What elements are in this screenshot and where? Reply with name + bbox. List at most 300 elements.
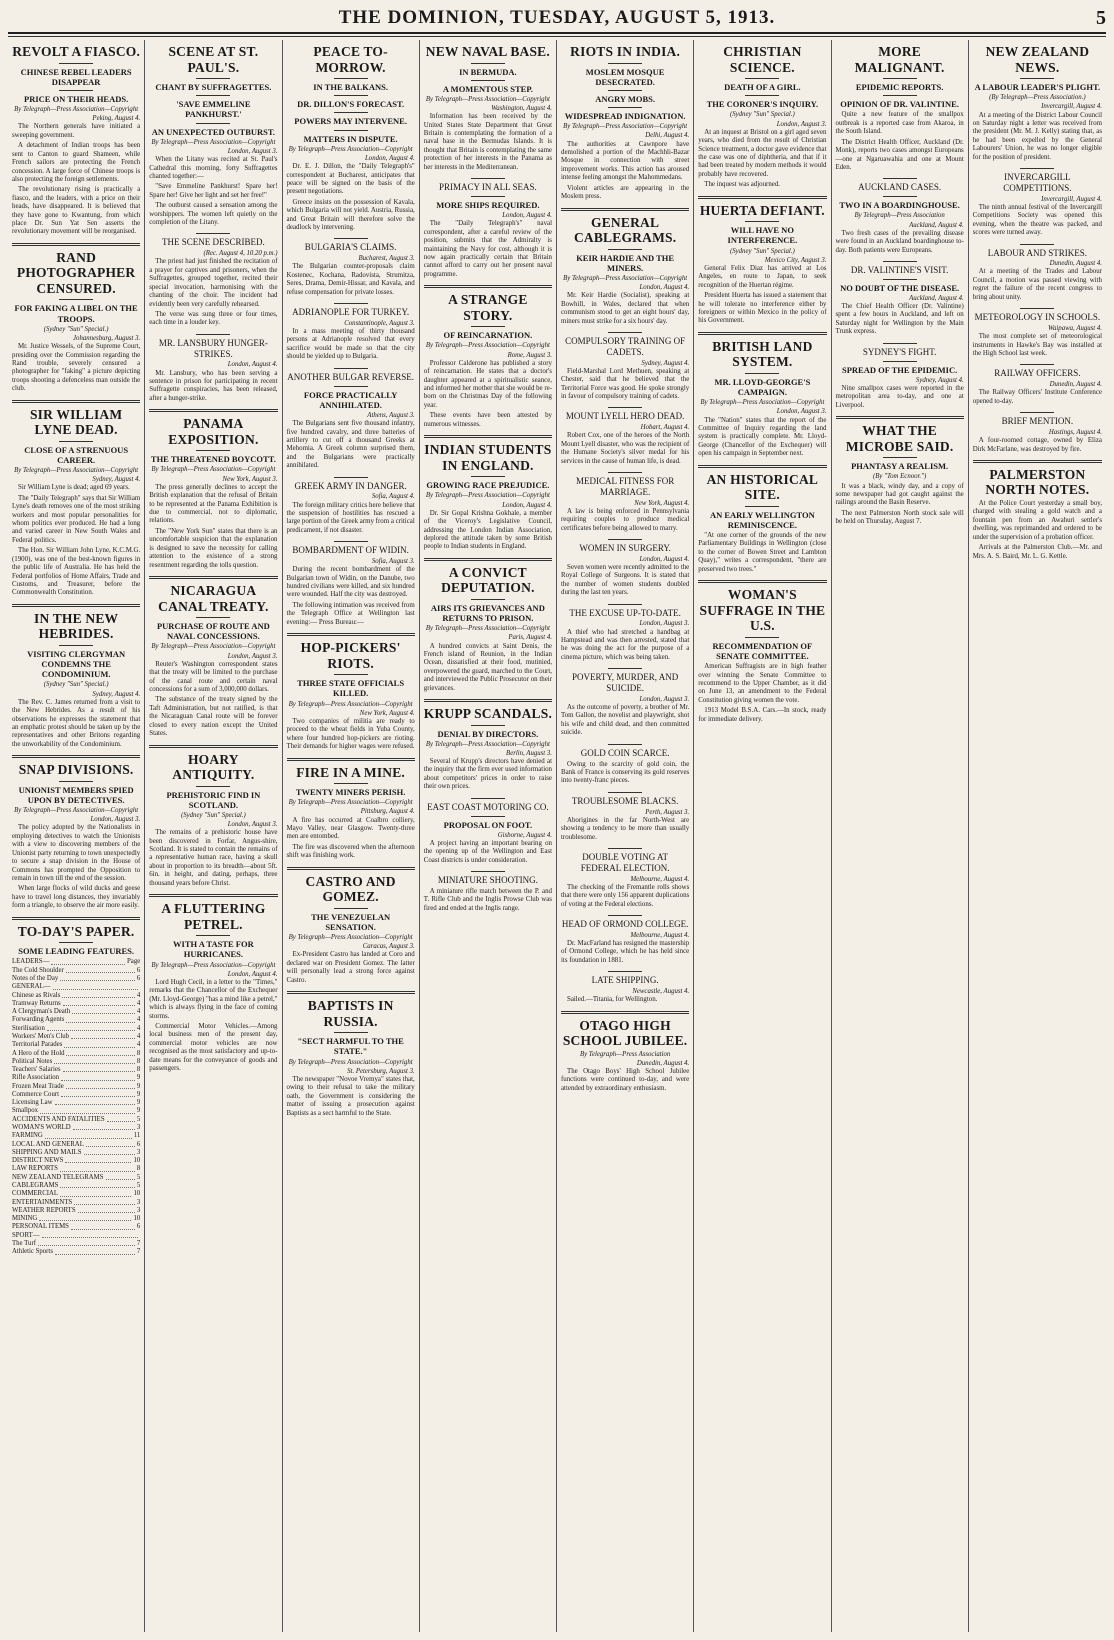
index-page: 9 <box>136 1099 141 1107</box>
index-label: LAW REPORTS <box>12 1165 58 1173</box>
short-rule <box>608 915 642 916</box>
article-dateline: Athens, August 3. <box>367 411 415 419</box>
article <box>149 576 277 739</box>
index-page: 9 <box>136 1074 141 1082</box>
article <box>836 343 964 410</box>
article <box>287 991 415 1118</box>
article-body <box>424 888 552 913</box>
article <box>973 244 1102 303</box>
article-paragraph: The fire was discovered when the afternoon shift was finishing work. <box>286 843 415 860</box>
index-dots <box>73 1124 135 1130</box>
index-row <box>12 1107 140 1115</box>
index-row <box>12 1207 140 1215</box>
article-byline: By Telegraph—Press Association—Copyright <box>288 700 413 708</box>
article-body <box>698 532 826 574</box>
article-subhead: SOME LEADING FEATURES. <box>18 946 135 957</box>
short-rule <box>196 78 230 79</box>
article-body <box>836 111 964 172</box>
index-dots <box>55 1248 135 1254</box>
article-dateline: New York, August 3. <box>222 475 278 483</box>
article <box>973 44 1102 162</box>
index-dots <box>61 1091 135 1097</box>
article-byline: By Telegraph—Press Association—Copyright <box>14 807 139 815</box>
article-dateline: New York, August 4. <box>359 709 415 717</box>
index-page: 8 <box>136 1049 141 1057</box>
column-3 <box>283 40 420 1632</box>
article-body <box>287 328 415 362</box>
article-subhead: MORE SHIPS REQUIRED. <box>436 199 540 210</box>
short-rule <box>883 78 917 79</box>
index-dots <box>71 1033 135 1039</box>
short-rule <box>471 326 505 327</box>
index-dots <box>66 1083 135 1089</box>
article <box>561 407 689 466</box>
article <box>287 44 415 232</box>
short-rule <box>59 63 93 64</box>
article-byline: By Telegraph—Press Association—Copyright <box>288 934 413 942</box>
short-rule <box>883 261 917 262</box>
article-paragraph: "At one corner of the grounds of the new Parliamentary Buildings in Wellington (close to the corner of Bowen Street and Lambton Quay)," writes a correspondent, "there are preserved two trees." <box>698 532 827 573</box>
index-row <box>12 1199 140 1207</box>
short-rule <box>883 361 917 362</box>
article-subhead: TWENTY MINERS PERISH. <box>295 787 406 798</box>
article-body <box>836 230 964 255</box>
index-row <box>12 1232 140 1240</box>
article-subhead: "SECT HARMFUL TO THE STATE." <box>297 1036 404 1057</box>
short-rule <box>608 90 642 91</box>
article-subhead: TROUBLESOME BLACKS. <box>571 795 679 806</box>
article <box>836 416 964 526</box>
article-paragraph: "Save Emmeline Pankhurst! Spare her! Spare her! Give her light and set her free!" <box>149 183 278 199</box>
article-subhead: A MOMENTOUS STEP. <box>442 83 533 94</box>
article-paragraph: Two companies of militia are ready to proceed to the wheat fields in Yuba County, where four hundred hop-pickers are rioting. Their demands for higher wages were refused. <box>286 717 415 751</box>
article-subhead: PRIMACY IN ALL SEAS. <box>438 182 537 193</box>
short-rule <box>608 744 642 745</box>
article-body <box>973 204 1102 238</box>
article-subhead: WIDESPREAD INDIGNATION. <box>564 111 686 122</box>
article-subhead: DENIAL BY DIRECTORS. <box>437 728 539 739</box>
short-rule <box>883 457 917 458</box>
article-paragraph: The revolutionary rising is practically a fiasco, and the leaders, with a price on their heads, have disappeared. It is believed that they have gone to Kwantung, from which place Dr. Sun Yat Sen asserts the revolutionary movement will be reorganised. <box>12 186 141 236</box>
article-subhead: WILL HAVE NO INTERFERENCE. <box>727 225 798 246</box>
article <box>287 633 415 751</box>
article-body <box>561 629 689 663</box>
article-subhead: LATE SHIPPING. <box>591 975 659 986</box>
article <box>698 44 826 190</box>
article <box>561 792 689 842</box>
article <box>836 261 964 337</box>
index-label: GENERAL— <box>12 983 51 991</box>
short-rule <box>608 472 642 473</box>
index-dots <box>66 967 135 973</box>
article <box>424 798 552 865</box>
short-rule <box>745 221 779 222</box>
page-number: 5 <box>1095 6 1106 29</box>
index-row <box>12 1041 140 1049</box>
article-subhead: HEAD OF ORMOND COLLEGE. <box>561 919 689 930</box>
article-body <box>287 1076 415 1118</box>
article-body <box>561 292 689 326</box>
article-subhead: WOMEN IN SURGERY. <box>579 543 671 554</box>
index-page: 5 <box>136 1182 141 1189</box>
article-body <box>149 156 277 227</box>
article-dateline: London, August 4. <box>227 361 278 369</box>
article-dateline: Pittsburg, August 4. <box>360 808 415 816</box>
index-label: WOMAN'S WORLD <box>12 1124 71 1132</box>
index-label: A Hero of the Hold <box>12 1049 65 1057</box>
article-body <box>424 643 552 694</box>
index-label: Sterilisation <box>12 1024 45 1032</box>
article-byline: (Sydney "Sun" Special.) <box>43 681 109 689</box>
index-row <box>12 958 140 966</box>
article-byline: (By "Tom Ecnoor.") <box>873 473 927 481</box>
article-subhead: A LABOUR LEADER'S PLIGHT. <box>974 82 1101 93</box>
index-page: 3 <box>136 1124 141 1132</box>
article-byline: By Telegraph—Press Association—Copyright <box>14 106 139 114</box>
article-dateline: Auckland, August 4. <box>909 294 964 302</box>
index-page: 5 <box>136 1115 141 1123</box>
article-subhead: TWO IN A BOARDINGHOUSE. <box>839 200 960 211</box>
short-rule <box>59 942 93 943</box>
article-paragraph: At an inquest at Bristol on a girl aged seven years, who died from the result of Christian Science treatment, a doctor gave evidence that the case was one of diphtheria, and that if it had been treated by modern methods it would probably have recovered. <box>698 128 827 178</box>
article-subhead: SYDNEY'S FIGHT. <box>862 346 937 357</box>
article-subhead: IN BERMUDA. <box>459 66 517 77</box>
article-divider <box>12 243 140 246</box>
article-subhead: MATTERS IN DISPUTE. <box>303 133 398 144</box>
article-subhead: 'SAVE EMMELINE PANKHURST.' <box>176 99 251 120</box>
article-subhead: OF REINCARNATION. <box>443 330 533 341</box>
article-paragraph: The Northern generals have initiated a sweeping government. <box>12 123 141 139</box>
index-row <box>12 1190 140 1198</box>
article-paragraph: Dr. E. J. Dillon, the "Daily Telegraph's" correspondent at Bucharest, anticipates that peace will be signed on the basis of the present negotiations. <box>286 163 415 196</box>
short-rule <box>334 78 368 79</box>
article-headline: HUERTA DEFIANT. <box>699 202 825 218</box>
index-row <box>12 1248 140 1256</box>
article-subhead: DR. VALINTINE'S VISIT. <box>850 264 949 275</box>
article-headline: CHRISTIAN SCIENCE. <box>723 44 802 75</box>
article-paragraph: The priest had just finished the recitation of a prayer for captives and prisoners, when the Suffragettes, grouped together, recited their special invocation, harmonising with the chanting of the choir. The incident had evidently been very carefully rehearsed. <box>149 258 278 308</box>
article-paragraph: A fire has occurred at Coalbro colliery, Mayo Valley, near Glasgow. Twenty-three men are entombed. <box>286 816 415 841</box>
article-dateline: London, August 3. <box>776 120 827 128</box>
short-rule <box>471 63 505 64</box>
article-paragraph: A four-roomed cottage, owned by Eliza Dirk McFarlane, was destroyed by fire. <box>972 437 1102 453</box>
index-dots <box>60 975 135 981</box>
article-dateline: London, August 4. <box>365 154 415 162</box>
index-page: 8 <box>136 1057 141 1065</box>
index-row <box>12 1058 140 1066</box>
article-dateline: London, August 4. <box>639 284 690 292</box>
article-body <box>12 484 140 597</box>
index-dots <box>53 983 139 989</box>
article-paragraph: American Suffragists are in high feather over winning the Senate Committee to recommend to the Upper Chamber, as it did on June 13, an amendment to the Federal Constitution giving women the vote. <box>698 663 827 704</box>
article <box>973 412 1102 454</box>
index-label: ENTERTAINMENTS <box>12 1198 73 1206</box>
article <box>561 915 689 965</box>
article-divider <box>149 894 277 897</box>
article-body <box>424 113 552 172</box>
article-divider <box>287 867 415 870</box>
short-rule <box>608 107 642 108</box>
article-dateline: Dunedin, August 4. <box>1049 381 1102 389</box>
article-paragraph: Two fresh cases of the prevailing disease were found in an Auckland boardinghouse to-day. Both patients were Europeans. <box>835 229 964 254</box>
article-headline: PANAMA EXPOSITION. <box>168 416 259 447</box>
index-label: Territorial Parades <box>12 1041 63 1049</box>
article-dateline: Washington, August 4. <box>491 105 552 113</box>
article-divider <box>149 745 277 748</box>
article <box>287 758 415 861</box>
article-byline: By Telegraph—Press Association—Copyright <box>151 466 276 474</box>
article-byline: (Sydney "Sun" Special.) <box>180 811 246 819</box>
index-page: 9 <box>136 1107 141 1115</box>
short-rule <box>883 178 917 179</box>
article-paragraph: The "Daily Telegraph" says that Sir William Lyne's death removes one of the most striking workers and most popular personalities for whom politics ever produced. He had a long and varied career in New South Wales and Federal politics. <box>12 494 141 544</box>
index-row <box>12 1116 140 1124</box>
index-row <box>12 1008 140 1016</box>
article-headline: IN THE NEW HEBRIDES. <box>33 610 119 642</box>
short-rule <box>59 781 93 782</box>
index-row <box>12 967 140 975</box>
short-rule <box>59 441 93 442</box>
index-label: DISTRICT NEWS <box>12 1157 64 1165</box>
index-row <box>12 983 140 991</box>
article <box>424 871 552 913</box>
index-dots <box>54 1058 135 1064</box>
article-paragraph: A thief who had stretched a handbag at Hampstead and was then arrested, stated that he was doing the act for the purpose of a cinema picture, which was being taken. <box>561 628 690 661</box>
index-label: A Clergyman's Death <box>12 1008 71 1016</box>
article-paragraph: The following intimation was received from the Telegraph Office at Wellington last evening:— Press Bureau:— <box>286 601 415 626</box>
article-divider <box>561 208 689 211</box>
article-headline: WOMAN'S SUFFRAGE IN THE U.S. <box>699 587 826 634</box>
article-dateline: Invercargill, August 4. <box>1041 103 1102 111</box>
short-rule <box>196 450 230 451</box>
short-rule <box>1020 244 1054 245</box>
article-subhead: THE VENEZUELAN SENSATION. <box>311 911 391 932</box>
article-dateline: Sofia, August 3. <box>371 558 415 566</box>
article-body <box>424 220 552 279</box>
article-dateline: London, August 3. <box>227 821 278 829</box>
article-subhead: GREEK ARMY IN DANGER. <box>294 480 407 491</box>
index-page: 8 <box>136 1165 141 1173</box>
short-rule <box>608 539 642 540</box>
article-body <box>561 141 689 202</box>
article-divider <box>424 699 552 702</box>
article-paragraph: When large flocks of wild ducks and geese have to travel long distances, they invariably form a triangle, to observe the air more easily. <box>12 885 141 910</box>
article <box>424 558 552 693</box>
short-rule <box>334 674 368 675</box>
index-page: 7 <box>136 1248 141 1256</box>
article-paragraph: The inquest was adjourned. <box>704 181 781 189</box>
short-rule <box>471 178 505 179</box>
short-rule <box>334 783 368 784</box>
article-headline: REVOLT A FIASCO. <box>12 44 141 59</box>
article-subhead: PURCHASE OF ROUTE AND NAVAL CONCESSIONS. <box>156 621 270 642</box>
index-page: 9 <box>136 1090 141 1098</box>
index-page: 10 <box>133 1190 141 1198</box>
index-dots <box>107 1116 135 1122</box>
article-body <box>698 265 826 326</box>
article-byline: By Telegraph—Press Association <box>854 212 945 220</box>
article-body <box>149 661 277 739</box>
article-body <box>287 502 415 536</box>
article-subhead: MR. LANSBURY HUNGER-STRIKES. <box>158 337 268 359</box>
article-subhead: KEIR HARDIE AND THE MINERS. <box>576 252 675 273</box>
index-row <box>12 1215 140 1223</box>
article-paragraph: The Hon. Sir William John Lyne, K.C.M.G. (1900), was one of the best-known figures in the public life of Australia. He has held the Federal portfolios of Home Affairs, Trade and Customs, and Treasurer, before the Commonwealth Constitution. <box>12 547 141 597</box>
index-row <box>12 1066 140 1074</box>
article-dateline: Sofia, August 4. <box>371 493 415 501</box>
index-label: Teachers' Salaries <box>12 1066 61 1074</box>
short-rule <box>59 90 93 91</box>
short-rule <box>608 604 642 605</box>
article-paragraph: Mr. Justice Wessels, of the Supreme Court, presiding over the Commission regarding the Rand trouble, severely censured a photographer for "faking" a picture depicting troops shooting a defenceless man outside the club. <box>12 343 141 393</box>
index-label: Chinese as Rivals <box>12 991 61 999</box>
short-rule <box>1020 412 1054 413</box>
short-rule <box>196 334 230 335</box>
article-subhead: DR. DILLON'S FORECAST. <box>297 99 405 110</box>
article-body <box>424 510 552 552</box>
article <box>561 1011 689 1094</box>
article-body <box>973 268 1102 302</box>
index-dots <box>61 1074 135 1080</box>
article-subhead: FORCE PRACTICALLY ANNIHILATED. <box>303 389 398 410</box>
article-paragraph: The Bulgarians sent five thousand infantry, five hundred cavalry, and three batteries of artillery to cut off a thousand Greeks at Mehomia. A Greek column surprised them, and the Bulgarians were practically annihilated. <box>286 420 415 470</box>
article-headline: AN HISTORICAL SITE. <box>706 471 819 503</box>
article <box>12 755 140 910</box>
article-subhead: MEDICAL FITNESS FOR MARRIAGE. <box>576 476 675 497</box>
article-dateline: Dunedin, August 4. <box>1049 260 1102 268</box>
index-row <box>12 992 140 1000</box>
short-rule <box>471 196 505 197</box>
article-dateline: Berlin, August 3. <box>506 749 552 757</box>
article-subhead: RAILWAY OFFICERS. <box>994 368 1081 379</box>
article <box>561 848 689 909</box>
index-dots <box>40 1107 135 1113</box>
article <box>561 472 689 533</box>
article <box>424 285 552 429</box>
article-paragraph: Information has been received by the United States State Department that Great Britain is contemplating the formation of a naval base in the Bermudas Islands. It is thought that Britain is contemplating the same protection of her interests in the Panama as her interests in the Mediterranean. <box>423 113 552 171</box>
article-paragraph: When the Litany was recited at St. Paul's Cathedral this morning, forty Suffragettes chanted together:— <box>149 156 278 180</box>
short-rule <box>883 196 917 197</box>
index-page: 3 <box>136 1198 141 1206</box>
article-paragraph: The verse was sung three or four times, each time in a louder key. <box>149 310 278 327</box>
article <box>12 917 140 1257</box>
article-paragraph: Seven women were recently admitted to the Royal College of Surgeons. It is stated that the number of women students doubled during the last ten years. <box>561 563 690 597</box>
short-rule <box>471 725 505 726</box>
article-subhead: THE SCENE DESCRIBED. <box>161 237 265 248</box>
short-rule <box>471 871 505 872</box>
article-dateline: Melbourne, August 4. <box>630 875 690 883</box>
article-body <box>836 385 964 410</box>
short-rule <box>1020 168 1054 169</box>
article <box>424 435 552 552</box>
article-headline: TO-DAY'S PAPER. <box>17 923 135 939</box>
index-dots <box>72 1008 135 1014</box>
article-subhead: MR. LLOYD-GEORGE'S CAMPAIGN. <box>714 376 811 398</box>
article-paragraph: A law is being enforced in Pennsylvania requiring couples to produce medical certificates before being allowed to marry. <box>561 507 690 532</box>
short-rule <box>334 477 368 478</box>
index-row <box>12 1000 140 1008</box>
article-paragraph: The Railway Officers' Institute Conference opened to-day. <box>972 389 1102 405</box>
index-dots <box>66 1016 135 1022</box>
article-divider <box>973 460 1102 463</box>
index-page: 4 <box>136 999 141 1007</box>
article-dateline: London, August 3. <box>776 408 827 416</box>
article-byline: By Telegraph—Press Association—Copyright <box>700 399 825 407</box>
article-paragraph: Robert Cox, one of the heroes of the North Mount Lyell disaster, who was the recipient of the Humane Society's silver medal for his services in the cause of human life, is dead. <box>561 432 690 465</box>
index-row <box>12 1174 140 1182</box>
article-paragraph: Greece insists on the possession of Kavala, which Bulgaria will not yield. Austria, Russia, and Great Britain will therefore solve the deadlock by intervening. <box>286 198 415 232</box>
article <box>149 233 277 327</box>
article-subhead: LABOUR AND STRIKES. <box>987 247 1087 258</box>
short-rule <box>471 599 505 600</box>
article-body <box>561 884 689 909</box>
article-subhead: AN UNEXPECTED OUTBURST. <box>151 126 276 137</box>
article-dateline: (Rec. August 4, 10.20 p.m.) <box>203 250 278 258</box>
article-byline: By Telegraph—Press Association—Copyright <box>563 274 688 282</box>
short-rule <box>59 299 93 300</box>
index-dots <box>106 1174 135 1180</box>
index-label: Commerce Court <box>12 1090 60 1098</box>
article-body <box>836 303 964 337</box>
article-dateline: Auckland, August 4. <box>909 221 964 229</box>
index-row <box>12 1182 140 1190</box>
article-subhead: EAST COAST MOTORING CO. <box>427 801 549 812</box>
article-byline: By Telegraph—Press Association—Copyright <box>425 625 550 633</box>
article-paragraph: The Bulgarian counter-proposals claim Kostenec, Kochana, Radovista, Strumitza, Seres, Drama, Demir-Hissar, and Kavala, and refuse compensation for private losses. <box>286 263 415 296</box>
article-body <box>287 718 415 752</box>
article <box>12 44 140 237</box>
masthead <box>8 4 1106 34</box>
article-subhead: NO DOUBT OF THE DISEASE. <box>840 282 960 293</box>
index-label: Frozen Meat Trade <box>12 1082 64 1090</box>
article-subhead: PHANTASY A REALISM. <box>851 461 949 472</box>
article-body <box>561 432 689 466</box>
short-rule <box>745 506 779 507</box>
article <box>973 308 1102 358</box>
article-body <box>698 417 826 459</box>
article-divider <box>149 409 277 412</box>
article-body <box>561 564 689 598</box>
article <box>561 44 689 202</box>
short-rule <box>608 668 642 669</box>
article-subhead: AIRS ITS GRIEVANCES AND RETURNS TO PRISON. <box>430 602 545 624</box>
index-label: Athletic Sports <box>12 1248 53 1256</box>
article-headline: PALMERSTON NORTH NOTES. <box>985 466 1090 498</box>
article-subhead: MOUNT LYELL HERO DEAD. <box>565 411 685 422</box>
short-rule <box>471 80 505 81</box>
article-paragraph: The checking of the Fremantle rolls shows that there were only 156 apparent duplications of voting at the Federal elections. <box>561 883 690 908</box>
index-row <box>12 1025 140 1033</box>
short-rule <box>745 373 779 374</box>
short-rule <box>196 95 230 96</box>
column-2 <box>145 40 282 1632</box>
short-rule <box>334 130 368 131</box>
index-dots <box>51 958 125 964</box>
article-body <box>973 500 1102 561</box>
index-page: 4 <box>136 1016 141 1024</box>
article-divider <box>12 755 140 758</box>
article-subhead: POWERS MAY INTERVENE. <box>294 116 407 127</box>
article-byline: (Sydney "Sun" Special.) <box>729 111 795 119</box>
article-headline: KRUPP SCANDALS. <box>423 706 553 722</box>
article <box>973 460 1102 561</box>
article-paragraph: During the recent bombardment of the Bulgarian town of Widin, on the Danube, two hundred civilians were killed, and six hundred were wounded. Half the city was destroyed. <box>286 566 415 599</box>
index-dots <box>47 1025 135 1031</box>
article-dateline: Perth, August 3. <box>645 808 690 816</box>
article-divider <box>698 332 826 335</box>
article-dateline: London, August 4. <box>227 970 278 978</box>
article-byline: By Telegraph—Press Association—Copyright <box>425 740 550 748</box>
